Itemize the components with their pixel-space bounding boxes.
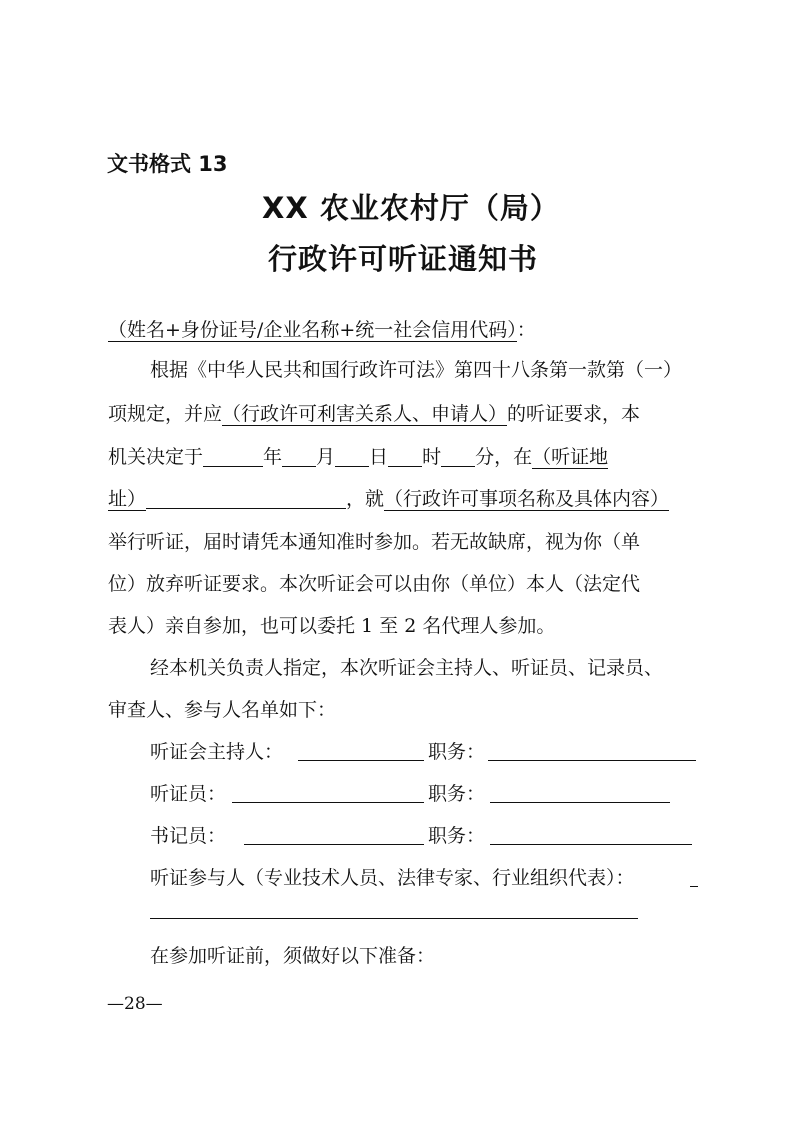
text-segment: 项规定，并应	[108, 403, 223, 425]
day-blank[interactable]	[335, 446, 369, 467]
clerk-duty-label: 职务：	[428, 825, 486, 847]
hearer-duty-blank[interactable]	[490, 802, 670, 803]
participants-blank[interactable]	[150, 918, 638, 919]
addressee-colon: ：	[516, 319, 536, 341]
host-duty-label: 职务：	[428, 741, 486, 763]
addressee-placeholder: （姓名+身份证号/企业名称+统一社会信用代码）	[108, 319, 517, 341]
minute-blank[interactable]	[441, 446, 475, 467]
paragraph2-line1: 经本机关负责人指定，本次听证会主持人、听证员、记录员、	[150, 657, 664, 679]
clerk-name-blank[interactable]	[244, 844, 424, 845]
paragraph1-line6: 位）放弃听证要求。本次听证会可以由你（单位）本人（法定代	[108, 573, 641, 595]
text-segment: 日	[369, 446, 389, 468]
paragraph1-line7: 表人）亲自参加，也可以委托 1 至 2 名代理人参加。	[108, 615, 556, 637]
text-segment: 年	[263, 446, 283, 468]
text-segment: ，就	[346, 488, 385, 510]
text-segment: 机关决定于	[108, 446, 204, 468]
paragraph1-line4	[108, 487, 669, 511]
participants-inline-blank[interactable]	[690, 886, 698, 887]
hearer-duty-label: 职务：	[428, 783, 486, 805]
addressee-line	[108, 318, 536, 342]
hearing-address-placeholder: （听证地	[532, 446, 609, 468]
paragraph1-line1: 根据《中华人民共和国行政许可法》第四十八条第一款第（一）	[150, 359, 683, 381]
paragraph1-line3	[108, 445, 608, 469]
hearing-address-placeholder-cont: 址）	[108, 488, 147, 510]
document-title-line1: XX 农业农村厅（局）	[262, 191, 560, 225]
clerk-duty-blank[interactable]	[490, 844, 692, 845]
hearer-label: 听证员：	[150, 783, 227, 805]
address-blank[interactable]	[146, 488, 346, 509]
license-item-placeholder: （行政许可事项名称及具体内容）	[384, 488, 670, 510]
participants-label: 听证参与人（专业技术人员、法律专家、行业组织代表）：	[150, 867, 635, 889]
year-blank[interactable]	[203, 446, 263, 467]
preparation-text: 在参加听证前，须做好以下准备：	[150, 945, 436, 967]
text-segment: 分，在	[475, 446, 533, 468]
text-segment: 月	[316, 446, 336, 468]
document-format-label: 文书格式 13	[107, 152, 228, 176]
host-duty-blank[interactable]	[488, 760, 696, 761]
document-title-line2: 行政许可听证通知书	[268, 242, 539, 276]
text-segment: 时	[422, 446, 442, 468]
paragraph2-line2: 审查人、参与人名单如下：	[108, 699, 337, 721]
page-number: —28—	[107, 994, 163, 1014]
requester-placeholder: （行政许可利害关系人、申请人）	[222, 403, 508, 425]
paragraph1-line5: 举行听证，届时请凭本通知准时参加。若无故缺席，视为你（单	[108, 531, 641, 553]
host-name-blank[interactable]	[298, 760, 424, 761]
month-blank[interactable]	[282, 446, 316, 467]
hearer-name-blank[interactable]	[232, 802, 424, 803]
text-segment: 的听证要求，本	[507, 403, 641, 425]
host-label: 听证会主持人：	[150, 741, 284, 763]
paragraph1-line2	[108, 402, 640, 426]
clerk-label: 书记员：	[150, 825, 227, 847]
hour-blank[interactable]	[388, 446, 422, 467]
